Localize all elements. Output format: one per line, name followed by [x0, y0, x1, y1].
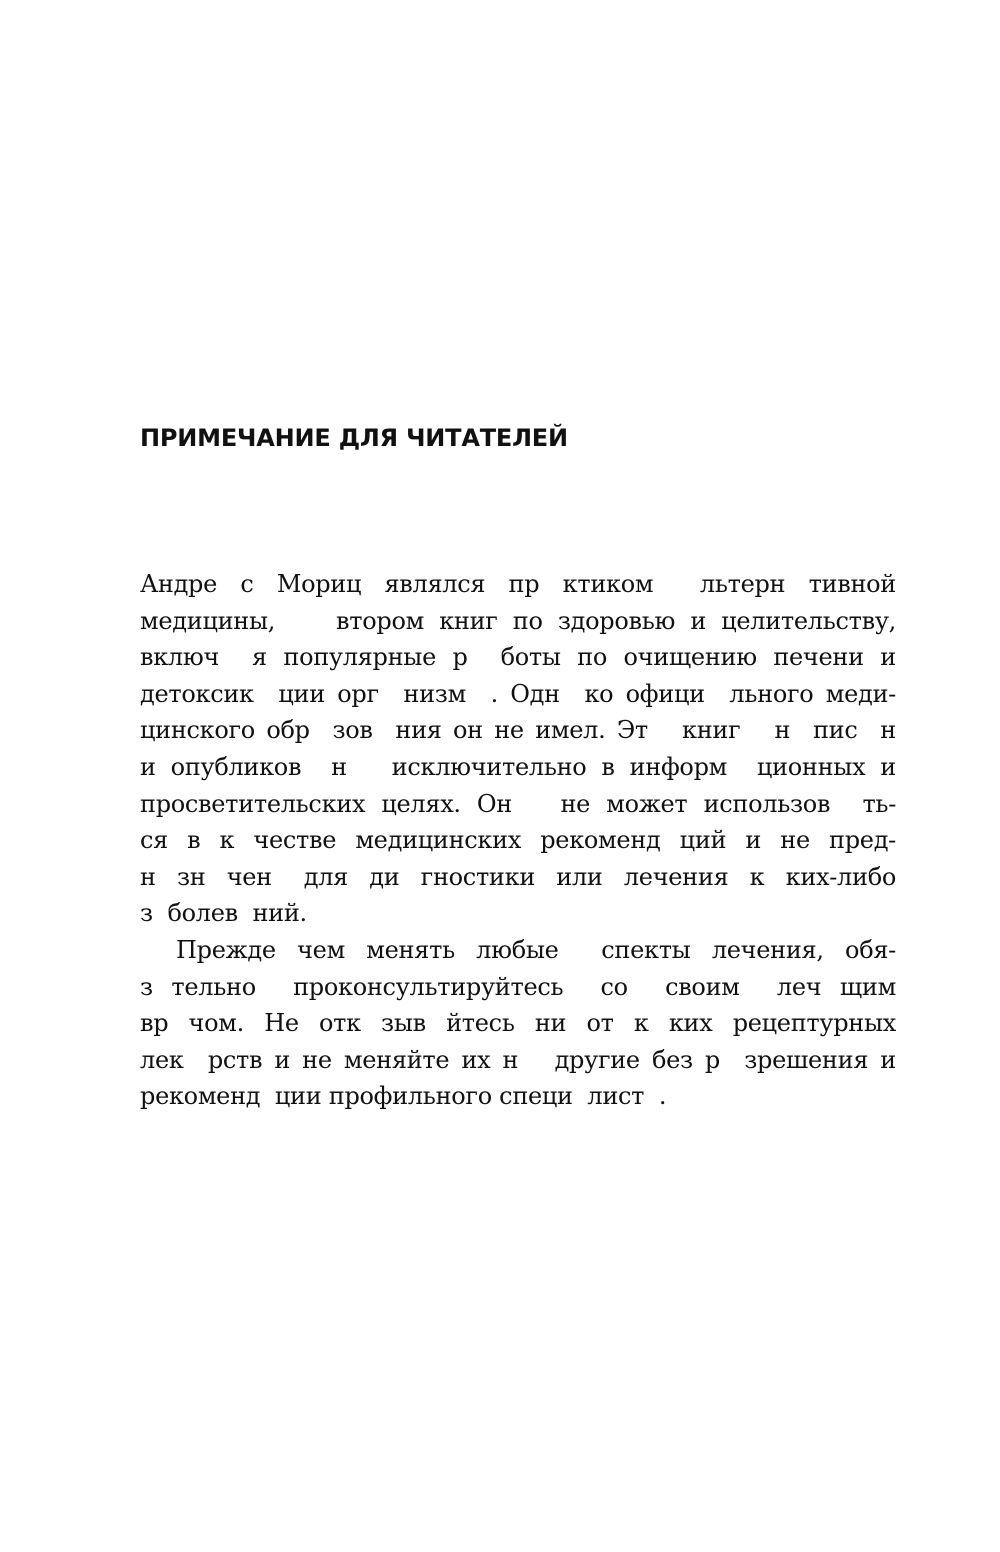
paragraph-1: [140, 566, 896, 932]
text-line: Андре с Мориц являлся пр ктиком льтерн тивной: [140, 570, 896, 598]
text-line: и опубликов н исключительно в информ ционных и: [140, 752, 896, 781]
text-line: детоксик ции орг низм . Одн ко офици льного меди-: [140, 679, 896, 708]
text-line: ся в к честве медицинских рекоменд ций и не пред-: [140, 826, 896, 855]
text-line: лек рств и не меняйте их н другие без р зрешения и: [140, 1045, 896, 1074]
body-text: [140, 566, 896, 1115]
text-line: просветительских целях. Он не может использов ть-: [140, 789, 896, 818]
text-line: н зн чен для ди гностики или лечения к ких-либо: [140, 862, 896, 891]
paragraph-2: [140, 932, 896, 1115]
text-line: медицины, втором книг по здоровью и целительству,: [140, 606, 896, 635]
page-heading: ПРИМЕЧАНИЕ ДЛЯ ЧИТАТЕЛЕЙ: [140, 424, 568, 452]
text-line: з болев ний.: [140, 899, 307, 928]
text-line: включ я популярные р боты по очищению печени и: [140, 643, 896, 672]
text-line: рекоменд ции профильного специ лист .: [140, 1082, 667, 1111]
text-line: вр чом. Не отк зыв йтесь ни от к ких рецептурных: [140, 1009, 896, 1038]
text-line: Прежде чем менять любые спекты лечения, обя-: [176, 935, 896, 964]
text-line: з тельно проконсультируйтесь со своим леч щим: [140, 972, 896, 1001]
text-line: цинского обр зов ния он не имел. Эт книг н пис н: [140, 716, 896, 745]
